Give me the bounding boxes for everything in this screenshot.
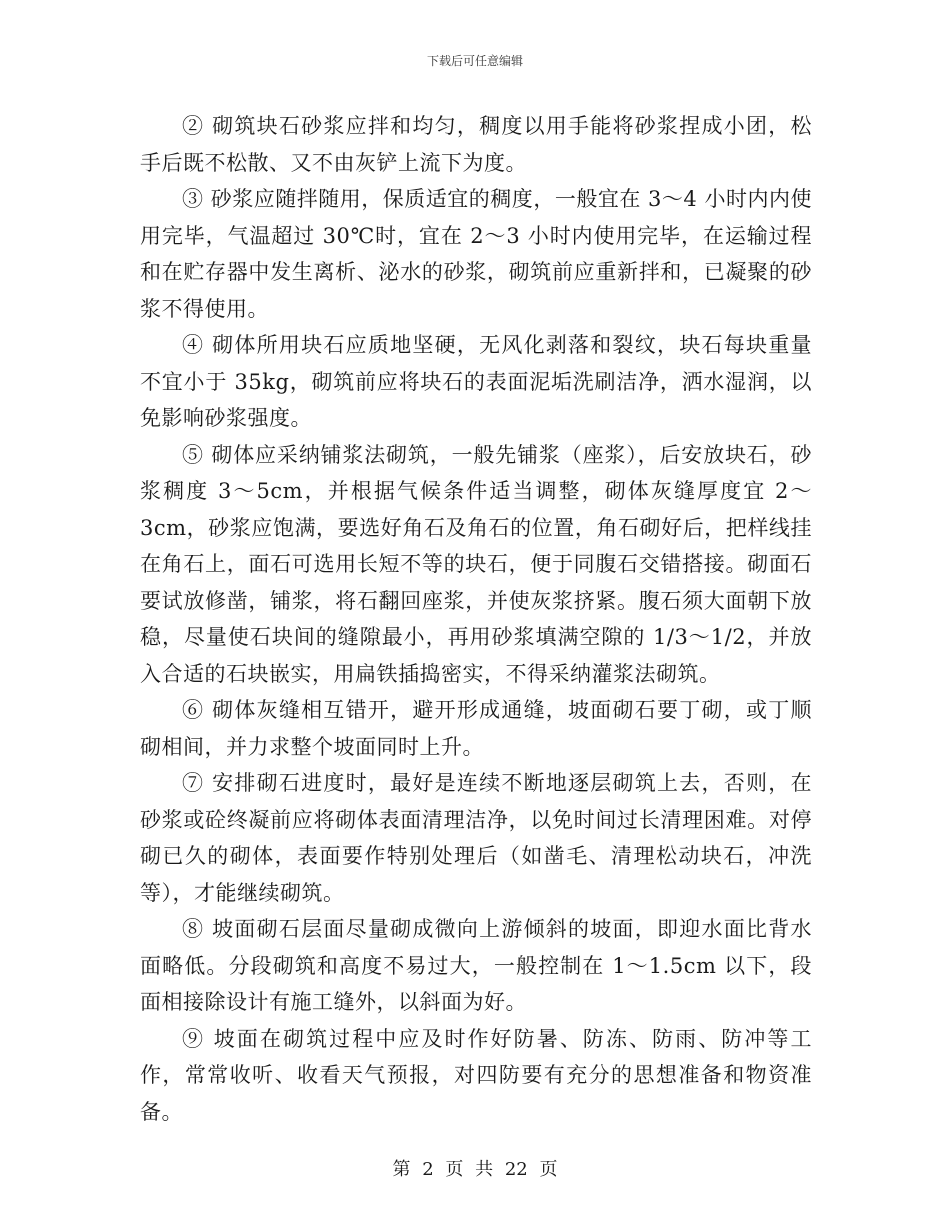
paragraph-item-2: ② 砌筑块石砂浆应拌和均匀，稠度以用手能将砂浆捏成小团，松手后既不松散、又不由灰铲上流下为度。 (140, 114, 812, 175)
paragraph-item-5: ⑤ 砌体应采纳铺浆法砌筑，一般先铺浆（座浆），后安放块石，砂浆稠度 3～5cm，并根据气候条件适当调整，砌体灰缝厚度宜 2～3cm，砂浆应饱满，要选好角石及角石的位置，角石砌好后，把样线挂在角石上，面石可选用长短不等的块石，便于同腹石交错搭接。砌面石要试放修凿，铺浆，将石翻回座浆，并使灰浆挤紧。腹石须大面朝下放稳，尽量使石块间的缝隙最小，再用砂浆填满空隙的 1/3～1/2，并放入合适的石块嵌实，用扁铁插捣密实，不得采纳灌浆法砌筑。 (140, 442, 812, 686)
paragraph-item-3: ③ 砂浆应随拌随用，保质适宜的稠度，一般宜在 3～4 小时内内使用完毕，气温超过 30℃时，宜在 2～3 小时内使用完毕，在运输过程和在贮存器中发生离析、泌水的砂浆，砌筑前应重新拌和，已凝聚的砂浆不得使用。 (140, 187, 812, 321)
paragraph-item-8: ⑧ 坡面砌石层面尽量砌成微向上游倾斜的坡面，即迎水面比背水面略低。分段砌筑和高度不易过大，一般控制在 1～1.5cm 以下，段面相接除设计有施工缝外，以斜面为好。 (140, 917, 812, 1014)
paragraph-item-6: ⑥ 砌体灰缝相互错开，避开形成通缝，坡面砌石要丁砌，或丁顺砌相间，并力求整个坡面同时上升。 (140, 698, 812, 759)
paragraph-item-7: ⑦ 安排砌石进度时，最好是连续不断地逐层砌筑上去，否则，在砂浆或砼终凝前应将砌体表面清理洁净，以免时间过长清理困难。对停砌已久的砌体，表面要作特别处理后（如凿毛、清理松动块石，冲洗等），才能继续砌筑。 (140, 771, 812, 905)
page-number-footer: 第 2 页 共 22 页 (392, 1159, 558, 1180)
document-body (140, 108, 812, 1130)
paragraph-item-4: ④ 砌体所用块石应质地坚硬，无风化剥落和裂纹，块石每块重量不宜小于 35kg，砌筑前应将块石的表面泥垢洗刷洁净，洒水湿润，以免影响砂浆强度。 (140, 333, 812, 430)
page-header: 下载后可任意编辑 (426, 54, 523, 68)
paragraph-item-9: ⑨ 坡面在砌筑过程中应及时作好防暑、防冻、防雨、防冲等工作，常常收听、收看天气预报，对四防要有充分的思想准备和物资准备。 (140, 1026, 812, 1124)
